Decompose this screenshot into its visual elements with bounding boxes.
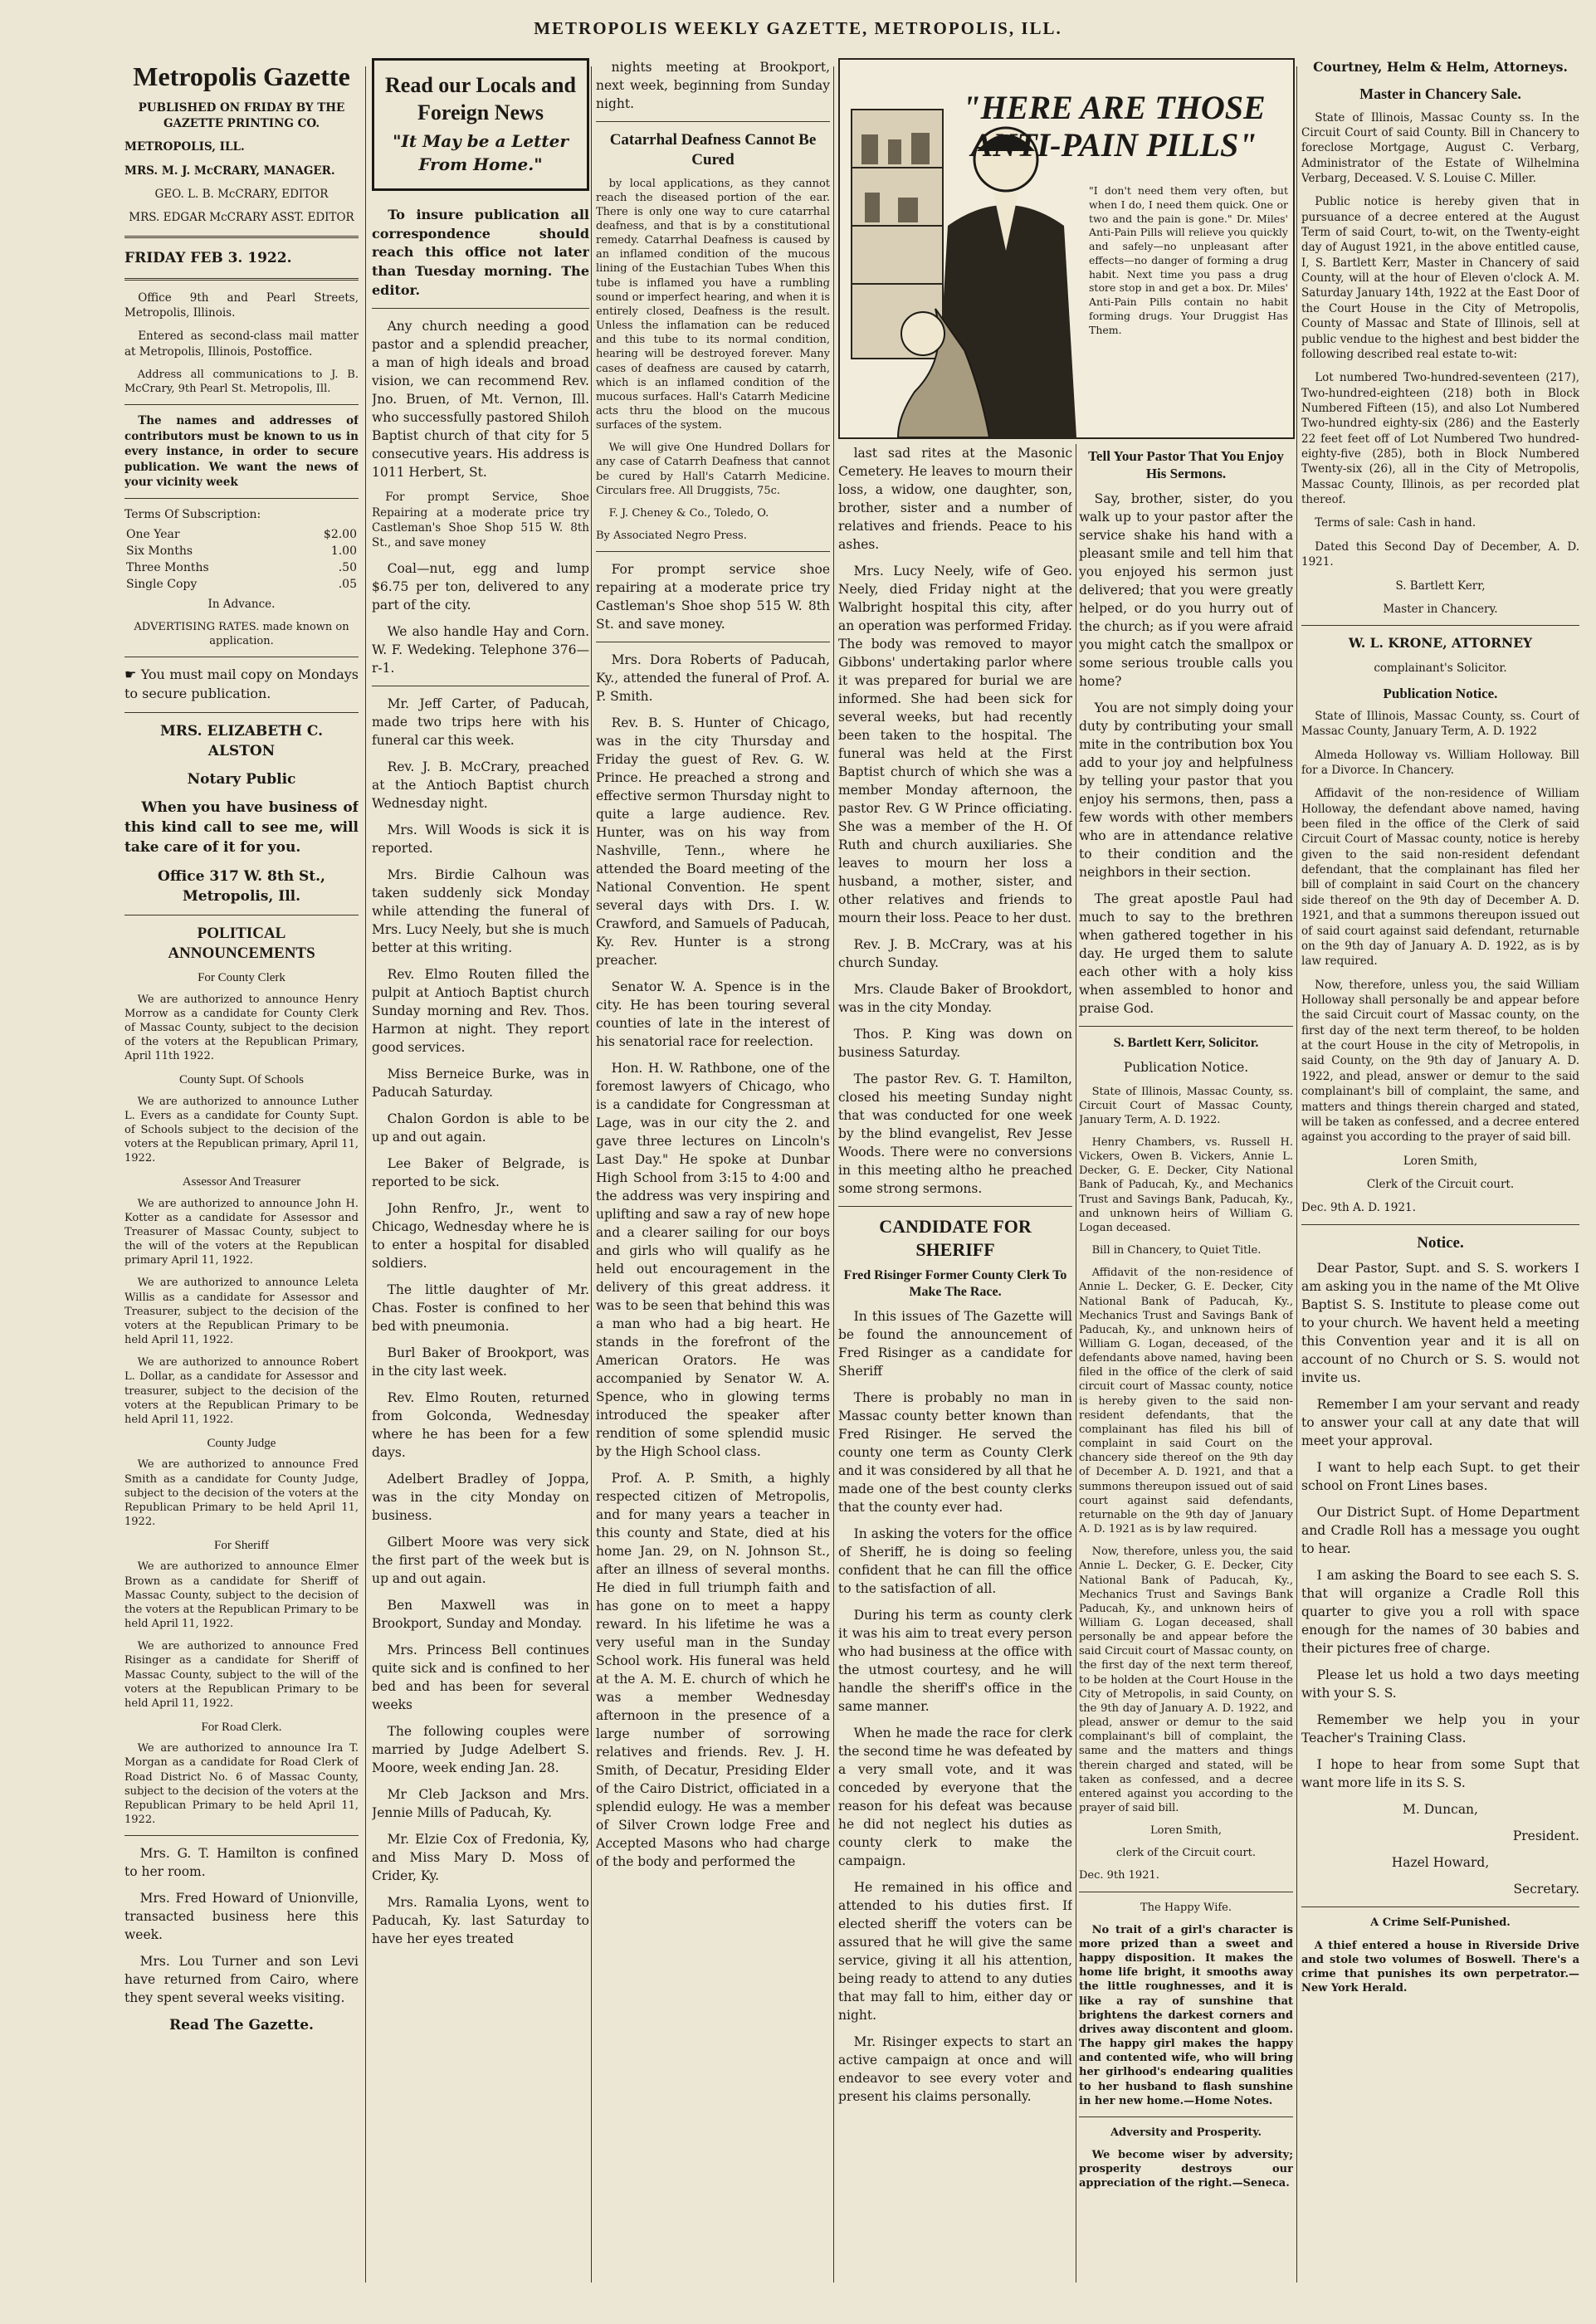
pointing-hand-icon: ☛ bbox=[124, 666, 141, 683]
announcement-text: We are authorized to announce Elmer Brown as a candidate for Sheriff of Massac County, subject to the decision of the voters at the Republican Primary to be held April 11, 1922. bbox=[124, 1560, 359, 1631]
local-item: For prompt Service, Shoe Repairing at a moderate price try Castleman's Shoe Shop 515 W. 8th St., and save money bbox=[372, 491, 589, 550]
article-paragraph: During his term as county clerk it was his aim to treat every person who had business at the office with the utmost courtesy, and he will handle the sheriff's office in the same manner. bbox=[838, 1608, 1072, 1714]
local-item: Rev. J. B. McCrary, preached at the Antioch Baptist church Wednesday night. bbox=[372, 759, 589, 811]
terms-row bbox=[124, 577, 359, 593]
column-1 bbox=[124, 58, 359, 2291]
local-item: Chalon Gordon is able to be up and out again. bbox=[372, 1111, 589, 1145]
terms-label: One Year bbox=[126, 528, 180, 542]
publisher-line: PUBLISHED ON FRIDAY BY THE GAZETTE PRINTING CO. bbox=[138, 101, 345, 130]
announcement-heading: For Sheriff bbox=[214, 1539, 269, 1553]
legal-notice-text: State of Illinois, Massac County ss. In the Circuit Court of said County. Bill in Chancery to foreclose Mortgage, August C. Verbarg, Administrator of the Estate of Wilhelmina Verbarg, Deceased. V. S. Louise C. Miller. bbox=[1301, 110, 1579, 185]
divider bbox=[124, 712, 359, 713]
legal-notice-text: Dated this Second Day of December, A. D. 1921. bbox=[1301, 540, 1579, 569]
legal-notice-text: State of Illinois, Massac County, ss. Circuit Court of Massac County, January Term, A. D. 1922. bbox=[1079, 1085, 1293, 1126]
announcement-heading: For County Clerk bbox=[198, 971, 286, 985]
local-item: Senator W. A. Spence is in the city. He has been touring several counties of late in the interest of his senatorial race for reelection. bbox=[596, 979, 830, 1050]
notice-date: Dec. 9th 1921. bbox=[1079, 1869, 1159, 1882]
local-item: Mrs. Birdie Calhoun was taken suddenly sick Monday while attending the funeral of Mrs. Lucy Neely, but she is much better at this writing. bbox=[372, 867, 589, 955]
local-item: Prof. A. P. Smith, a highly respected citizen of Metropolis, and for many years a teacher in this county and State, died at his home Jan. 29, on N. Johnson St., after an illness of several months. He died in full triumph faith and has gone on to meet a happy reward. In his lifetime he was a very useful man in the Sunday School work. His funeral was held at the A. M. E. church of which he was a member Wednesday afternoon in the presence of a large number of sorrowing relatives and friends. Rev. J. H. Smith, of Decatur, Presiding Elder of the Cairo District, officiated in a splendid eulogy. He was a member of Silver Crown lodge Free and Accepted Masons who had charge of the body and performed the bbox=[596, 1471, 830, 1870]
local-item: Any church needing a good pastor and a splendid preacher, a man of high ideals and broad vision, we can recommend Rev. Jno. Bruen, of Mt. Vernon, Ill. who successfully pastored Shiloh Baptist church of that city for 5 consecutive years. His address is 1011 Herbert, St. bbox=[372, 319, 589, 481]
local-item: Miss Berneice Burke, was in Paducah Saturday. bbox=[372, 1066, 589, 1100]
local-item: Mr. Elzie Cox of Fredonia, Ky, and Miss Mary D. Moss of Crider, Ky. bbox=[372, 1831, 589, 1883]
notice-signature: Loren Smith, bbox=[1403, 1154, 1478, 1168]
notice-signature-title: Clerk of the Circuit court. bbox=[1366, 1177, 1515, 1191]
deafness-ad-offer: We will give One Hundred Dollars for any case of Catarrh Deafness that cannot be cured by Hall's Catarrh Medicine. Circulars free. All Druggists, 75c. bbox=[596, 442, 830, 497]
locals-ad-box bbox=[372, 58, 589, 191]
notice-signature-title: clerk of the Circuit court. bbox=[1115, 1847, 1257, 1860]
notice-paragraph: Remember I am your servant and ready to answer your call at any date that will meet your approval. bbox=[1301, 1397, 1579, 1449]
running-masthead: METROPOLIS WEEKLY GAZETTE, METROPOLIS, ILL. bbox=[534, 18, 1062, 38]
pills-ad-text: "I don't need them very often, but when I do, I need them quick. One or two and the pain is gone." Dr. Miles' Anti-Pain Pills will relieve you quickly and safely—no unpleasant after effects—no danger of forming a drug habit. Next time you pass a drug store stop in and get a box. Dr. Miles' Anti-Pain Pills contain no habit forming drugs. Your Druggist Has Them. bbox=[1089, 184, 1288, 336]
legal-notice-text: Henry Chambers, vs. Russell H. Vickers, Owen B. Vickers, Annie L. Decker, G. E. Decker, City National Bank of Paducah, Ky., and Mechanics Trust and Savings Bank, Paducah, Ky., and unknown heirs of William G. Logan deceased. bbox=[1079, 1135, 1293, 1234]
legal-notice-text: Affidavit of the non-residence of William Holloway, the defendant above named, having been filed in the office of the Clerk of said Circuit Court of Massac county, notice is hereby given to the said non-resident defendant defendant, that the complainant has filed her bill of complaint in said Court on the chancery side thereof on the 9th day of December A. D. 1921, and that a summons thereupon issued out of said court against said defendant, returnable on the 9th day of January A. D. 1922, as is by law required. bbox=[1301, 787, 1579, 969]
divider bbox=[124, 236, 359, 238]
terms-value: .05 bbox=[338, 577, 357, 591]
column-3 bbox=[596, 58, 830, 2291]
notice-date: Dec. 9th A. D. 1921. bbox=[1301, 1201, 1416, 1215]
announcement-heading: For Road Clerk. bbox=[201, 1720, 282, 1734]
alston-name: MRS. ELIZABETH C. ALSTON bbox=[159, 722, 324, 759]
column-rule bbox=[591, 66, 592, 2282]
terms-value: .50 bbox=[338, 560, 357, 574]
local-item: Mrs. Dora Roberts of Paducah, Ky., attended the funeral of Prof. A. P. Smith. bbox=[596, 652, 830, 705]
article-paragraph: When he made the race for clerk the second time he was defeated by a very small vote, and it was conceded by everyone that the reason for his defeat was because he did not neglect his duties as county clerk to make the campaign. bbox=[838, 1726, 1072, 1868]
local-item: Burl Baker of Brookport, was in the city last week. bbox=[372, 1345, 589, 1379]
notice-paragraph: I hope to hear from some Supt that want more life in its S. S. bbox=[1301, 1757, 1579, 1791]
local-item: Mrs. Will Woods is sick it is reported. bbox=[372, 822, 589, 856]
divider bbox=[124, 404, 359, 405]
kerr-publication-heading: Publication Notice. bbox=[1123, 1059, 1249, 1075]
divider bbox=[124, 1835, 359, 1836]
sheriff-subheadline: Fred Risinger Former County Clerk To Make The Race. bbox=[843, 1268, 1067, 1299]
deafness-ad-signature: F. J. Cheney & Co., Toledo, O. bbox=[608, 506, 769, 520]
column-2 bbox=[372, 58, 589, 2291]
announcement-text: We are authorized to announce Henry Morrow as a candidate for County Clerk of Massac County, subject to the decision of the voters at the Republican Primary, April 11th 1922. bbox=[124, 993, 359, 1063]
article-paragraph: Say, brother, sister, do you walk up to your pastor after the service shake his hand with a pleasant smile and tell him that you enjoyed his sermon just delivered; that you were greatly helped, or do you hurry out of the church; as if you were afraid you might catch the smallpox or some serious trouble calls you home? bbox=[1079, 491, 1293, 689]
local-item: Rev. Elmo Routen filled the pulpit at Antioch Baptist church Sunday morning and Rev. Thos. Harmon at night. They report good services. bbox=[372, 966, 589, 1055]
notice-signature-title: Master in Chancery. bbox=[1383, 602, 1498, 616]
article-paragraph: There is probably no man in Massac county better known than Fred Risinger. He served the county one term as County Clerk and it was considered by all that he made one of the best county clerks that the county ever had. bbox=[838, 1390, 1072, 1515]
advertising-rates: ADVERTISING RATES. made known on application. bbox=[134, 621, 349, 648]
column-4 bbox=[838, 444, 1072, 2287]
legal-notice-text: Now, therefore, unless you, the said William Holloway shall personally be and appear before the said Circuit court of Massac county, on the first day of the next term thereof, to be holden at the court House in the city of Metropolis, in said County, on the 9th day of January A. D. 1922, and plead, answer or demur to the said complainant's bill of complaint, the same, and matters and things therein charged and stated, will be taken as confessed, and a decree entered against you according to the prayer of said bill. bbox=[1301, 978, 1579, 1145]
article-paragraph: You are not simply doing your duty by contributing your small mite in the contribution box You add to your joy and helpfulness by telling your pastor that you enjoy his sermons, then, pass a few words with other members who are in attendance relative to their condition and the neighbors in their section. bbox=[1079, 700, 1293, 880]
legal-notice-text: State of Illinois, Massac County, ss. Court of Massac County, January Term, A. D. 1922 bbox=[1301, 709, 1579, 739]
local-item: Mrs. Claude Baker of Brookdort, was in the city Monday. bbox=[838, 982, 1072, 1015]
filler-heading: Adversity and Prosperity. bbox=[1110, 2126, 1262, 2139]
notice-paragraph: I am asking the Board to see each S. S. that will organize a Cradle Roll this quarter to give you a roll with space enough for the names of 30 babies and their pictures free of charge. bbox=[1301, 1568, 1579, 1657]
notice-paragraph: Please let us hold a two days meeting with your S. S. bbox=[1301, 1667, 1579, 1702]
local-item: Adelbert Bradley of Joppa, was in the city Monday on business. bbox=[372, 1471, 589, 1523]
paper-name: Metropolis Gazette bbox=[133, 61, 350, 91]
master-sale-heading: Master in Chancery Sale. bbox=[1359, 85, 1521, 102]
terms-label: Single Copy bbox=[126, 577, 198, 591]
local-item: last sad rites at the Masonic Cemetery. He leaves to mourn their loss, a widow, one daughter, son, brother, sister and a number of relatives and friends. Peace to his ashes. bbox=[838, 446, 1072, 552]
subscription-terms-table bbox=[124, 527, 359, 593]
local-item: The following couples were married by Judge Adelbert S. Moore, week ending Jan. 28. bbox=[372, 1723, 589, 1775]
divider bbox=[1301, 625, 1579, 626]
terms-label: Three Months bbox=[126, 560, 209, 574]
krone-subtitle: complainant's Solicitor. bbox=[1374, 662, 1507, 676]
local-item: The pastor Rev. G. T. Hamilton, closed his meeting Sunday night that was conducted for one week by the blind evangelist, Rev Jesse Woods. There were no conversions in this meeting altho he preached some strong sermons. bbox=[838, 1072, 1072, 1196]
divider bbox=[372, 308, 589, 309]
local-item: We also handle Hay and Corn. W. F. Wedeking. Telephone 376—r-1. bbox=[372, 623, 589, 676]
announcement-heading: County Supt. Of Schools bbox=[178, 1073, 304, 1087]
pastor-headline: Tell Your Pastor That You Enjoy His Sermons. bbox=[1088, 448, 1284, 482]
kerr-solicitor-heading: S. Bartlett Kerr, Solicitor. bbox=[1113, 1035, 1259, 1050]
locals-ad-tagline: "It May be a Letter From Home." bbox=[393, 131, 569, 175]
article-paragraph: He remained in his office and attended to his duties first. If elected sheriff the voters can be assured that he will give the same service, giving it all his attention, being ready to attend to any duties that may fall to him, either day or night. bbox=[838, 1880, 1072, 2023]
notice-signature: Loren Smith, bbox=[1150, 1824, 1222, 1838]
divider bbox=[1301, 1224, 1579, 1225]
krone-attorney: W. L. KRONE, ATTORNEY bbox=[1348, 635, 1533, 652]
announcement-text: We are authorized to announce Leleta Willis as a candidate for Assessor and Treasurer, subject to the decision of the voters at the Republican Primary to be held April 11, 1922. bbox=[124, 1277, 359, 1347]
legal-notice-text: Almeda Holloway vs. William Holloway. Bill for a Divorce. In Chancery. bbox=[1301, 748, 1579, 777]
local-item: Ben Maxwell was in Brookport, Sunday and Monday. bbox=[372, 1597, 589, 1631]
insure-notice: To insure publication all correspondence should reach this office not later than Tuesday morning. The editor. bbox=[372, 206, 589, 298]
announcement-text: We are authorized to announce Fred Smith as a candidate for County Judge, subject to the decision of the voters at the Republican Primary to be held April 11, 1922. bbox=[124, 1458, 359, 1528]
divider bbox=[596, 121, 830, 122]
alston-text: When you have business of this kind call to see me, will take care of it for you. bbox=[124, 799, 359, 857]
local-item: Hon. H. W. Rathbone, one of the foremost lawyers of Chicago, who is a candidate for Congressman at Lage, was in our city the 2. and gave three lectures on Lincoln's Last Day." He spoke at Dunbar High School from 3:15 to 4:00 and the address was very inspiring and uplifting and saw a ray of new hope and a clearer sailing for our boys and girls who will qualify as he held out encouragement in the delivery of this great address. it was to be seen that behind this was a man who had a big heart. He stands in the forefront of the American Orators. He was accompanied by Senator W. A. Spence, who in glowing terms introduced the speaker after rendition of some splendid music by the High School class. bbox=[596, 1061, 830, 1460]
divider bbox=[1079, 1026, 1293, 1027]
notice-signature-title: President. bbox=[1512, 1828, 1579, 1844]
local-item: Mr. Jeff Carter, of Paducah, made two trips here with his funeral car this week. bbox=[372, 696, 589, 748]
legal-notice-text: Affidavit of the non-residence of Annie L. Decker, G. E. Decker, City National Bank of Paducah, Ky., Mechanics Trust and Savings Bank of Paducah, Ky., and unknown heirs of William G. Logan, deceased, of the defendants above named, having been filed in the office of the clerk of said circuit court of Massac county, notice is hereby given to the said non-resident defendants, that the complainant has filed his bill of complaint in said Court on the chancery side thereof on the 9th day of December A. D. 1921, and that a summons thereupon issued out of said court against said defendants, returnable on the 9th day of January A. D. 1921 as is by law required. bbox=[1079, 1267, 1293, 1536]
column-5 bbox=[1301, 58, 1579, 2291]
terms-title: Terms Of Subscription: bbox=[124, 508, 261, 522]
publication-notice-heading: Publication Notice. bbox=[1383, 685, 1498, 701]
legal-notice-text: Terms of sale: Cash in hand. bbox=[1315, 516, 1476, 530]
terms-row bbox=[124, 560, 359, 577]
notice-paragraph: I want to help each Supt. to get their school on Front Lines bases. bbox=[1301, 1460, 1579, 1494]
announcement-text: We are authorized to announce Fred Risinger as a candidate for Sheriff of Massac County, subject to the will of the voters at the Republican Primary to be held April 11, 1922. bbox=[124, 1640, 359, 1710]
local-item: Rev. Elmo Routen, returned from Golconda, Wednesday where he has been for a few days. bbox=[372, 1389, 589, 1460]
terms-row bbox=[124, 544, 359, 560]
address-notice: Address all communications to J. B. McCrary, 9th Pearl St. Metropolis, Ill. bbox=[124, 369, 359, 396]
notice-heading: Notice. bbox=[1417, 1233, 1464, 1252]
column-4b bbox=[1079, 444, 1293, 2287]
article-paragraph: In asking the voters for the office of Sheriff, he is doing so feeling confident that he can fill the office to the satisfaction of all. bbox=[838, 1526, 1072, 1596]
read-gazette: Read The Gazette. bbox=[169, 2017, 314, 2034]
local-item: Mrs. Lucy Neely, wife of Geo. Neely, died Friday night at the Walbright hospital this city, after an operation was performed Friday. The body was removed to mayor Gibbons' undertaking parlor where it was prepared for burial we are informed. She had been sick for several weeks, but had recently been taken to the hospital. The funeral was held at the First Baptist church of which she was a member Monday afternoon, the pastor Rev. G W Prince officiating. She was a member of the H. Of Ruth and church auxiliaries. She leaves to mourn her loss a husband, a mother, sister, and other relatives and friends to mourn their loss. Peace to her dust. bbox=[838, 564, 1072, 925]
deafness-ad-text: by local applications, as they cannot reach the diseased portion of the ear. There is only one way to cure catarrhal deafness, and that is by a constitutional remedy. Catarrhal Deafness is caused by an inflamed condition of the mucous lining of the Eustachian Tubes When this tube is inflamed you have a rumbling sound or imperfect hearing, and when it is entirely closed, Deafness is the result. Unless the inflamation can be reduced and this tube to its normal condition, hearing will be destroyed forever. Many cases of deafness are caused by catarrh, which is an inflamed condition of the mucous surfaces. Hall's Catarrh Medicine acts thru the blood on the mucous surfaces of the system. bbox=[596, 177, 830, 432]
filler-heading: A Crime Self-Punished. bbox=[1370, 1916, 1511, 1930]
terms-value: 1.00 bbox=[330, 544, 357, 559]
terms-label: Six Months bbox=[126, 544, 193, 559]
contributors-notice: The names and addresses of contributors must be known to us in every instance, in order to secure publication. We want the news of your vicinity week bbox=[124, 414, 359, 489]
local-item: The little daughter of Mr. Chas. Foster is confined to her bed with pneumonia. bbox=[372, 1282, 589, 1334]
announcement-text: We are authorized to announce John H. Kotter as a candidate for Assessor and Treasurer of Massac County, subject to the will of the voters at the Republican primary April 11, 1922. bbox=[124, 1197, 359, 1267]
filler-text: No trait of a girl's character is more prized than a sweet and happy disposition. It makes the home life bright, it smooths away the little roughnesses, and it is like a ray of sunshine that brightens the darkest corners and drives away discontent and gloom. The happy girl makes the happy and contented wife, who will bring her girlhood's endearing qualities to her husband to flash sunshine in her new home.—Home Notes. bbox=[1079, 1923, 1293, 2107]
attorneys-line: Courtney, Helm & Helm, Attorneys. bbox=[1313, 59, 1568, 75]
divider bbox=[124, 498, 359, 499]
anti-pain-pills-ad bbox=[838, 58, 1295, 439]
local-item: nights meeting at Brookport, next week, beginning from Sunday night. bbox=[596, 60, 830, 111]
in-advance: In Advance. bbox=[207, 597, 276, 611]
city-line: METROPOLIS, ILL. bbox=[124, 140, 245, 154]
sheriff-headline: CANDIDATE FOR SHERIFF bbox=[879, 1216, 1032, 1260]
divider bbox=[1079, 2116, 1293, 2117]
local-item: Mrs. Lou Turner and son Levi have returned from Cairo, where they spent several weeks visiting. bbox=[124, 1954, 359, 2006]
manager-line: MRS. M. J. McCRARY, MANAGER. bbox=[124, 164, 335, 178]
local-item: Gilbert Moore was very sick the first part of the week but is up and out again. bbox=[372, 1534, 589, 1586]
divider bbox=[124, 278, 359, 281]
asst-editor-line: MRS. EDGAR McCRARY ASST. EDITOR bbox=[129, 211, 354, 225]
filler-heading: The Happy Wife. bbox=[1140, 1901, 1232, 1914]
legal-notice-text: Bill in Chancery, to Quiet Title. bbox=[1091, 1244, 1262, 1257]
terms-value: $2.00 bbox=[323, 528, 357, 542]
local-item: Rev. B. S. Hunter of Chicago, was in the city Thursday and Friday the guest of Rev. G. W. Prince. He preached a strong and effective sermon Thursday night to quite a large audience. Rev. Hunter, was on his way from Nashville, Tenn., where he attended the Board meeting of the National Convention. He spent several days with Drs. I. W. Crawford, and Samuels of Paducah, Ky. Rev. Hunter is a strong preacher. bbox=[596, 715, 830, 969]
terms-row bbox=[124, 527, 359, 544]
shoe-repair-ad: For prompt service shoe repairing at a moderate price try Castleman's Shoe shop 515 W. 8th St. and save money. bbox=[596, 562, 830, 632]
legal-notice-text: Lot numbered Two-hundred-seventeen (217), Two-hundred-eighteen (218) both in Block Numbered Fifteen (15), and also Lot Numbered Two-hundred eighty-six (286) and the Easterly 22 feet feet off of Lot Numbered Two hundred-eighty-five (285), both in Block Numbered Twenty-six (26), all in the City of Metropolis, Massac County, Illinois, as per recorded plat thereof. bbox=[1301, 371, 1579, 507]
alston-title: Notary Public bbox=[187, 771, 296, 788]
local-item: Mrs. Princess Bell continues quite sick and is confined to her bed and has been for several weeks bbox=[372, 1642, 589, 1712]
issue-date: FRIDAY FEB 3. 1922. bbox=[124, 249, 292, 266]
article-paragraph: The great apostle Paul had much to say to the brethren when gathered together in his day. He urged them to salute each other with a holy kiss when assembled to honor and praise God. bbox=[1079, 891, 1293, 1016]
article-paragraph: In this issues of The Gazette will be found the announcement of Fred Risinger as a candidate for Sheriff bbox=[838, 1309, 1072, 1379]
political-announcements-title: POLITICAL ANNOUNCEMENTS bbox=[168, 924, 315, 962]
column-rule bbox=[1296, 66, 1297, 2282]
notice-signature: Hazel Howard, bbox=[1391, 1855, 1490, 1871]
mail-copy-text: You must mail copy on Mondays to secure publication. bbox=[124, 666, 359, 702]
announcement-text: We are authorized to announce Robert L. Dollar, as a candidate for Assessor and treasurer, subject to the decision of the voters at the Republican Primary to be held April 11, 1922. bbox=[124, 1356, 359, 1426]
notice-signature: S. Bartlett Kerr, bbox=[1395, 579, 1486, 593]
legal-notice-text: Public notice is hereby given that in pursuance of a decree entered at the August Term of said Court, to-wit, on the Twenty-eight day of August 1921, in the above entitled cause, I, S. Bartlett Kerr, Master in Chancery of said County, will at the hour of Eleven o'clock A. M. Saturday January 14th, 1922 at the East Door of the Court House in the City of Metropolis, County of Massac and State of Illinois, sell at public vendue to the highest and best bidder the following described real estate to-wit: bbox=[1301, 195, 1579, 361]
local-item: Mrs. Fred Howard of Unionville, transacted business here this week. bbox=[124, 1891, 359, 1943]
notice-signature-title: Secretary. bbox=[1513, 1882, 1579, 1897]
announcement-heading: County Judge bbox=[207, 1437, 276, 1451]
notice-paragraph: Our District Supt. of Home Department and Cradle Roll has a message you ought to hear. bbox=[1301, 1505, 1579, 1557]
local-item: Thos. P. King was down on business Saturday. bbox=[838, 1027, 1072, 1060]
article-paragraph: Mr. Risinger expects to start an active campaign at once and will endeavor to see every voter and present his claims personally. bbox=[838, 2034, 1072, 2104]
announcement-text: We are authorized to announce Luther L. Evers as a candidate for County Supt. of Schools subject to the decision of the voters at the Republican primary, April 11, 1922. bbox=[124, 1095, 359, 1165]
entered-notice: Entered as second-class mail matter at Metropolis, Illinois, Postoffice. bbox=[124, 330, 359, 359]
announcement-text: We are authorized to announce Ira T. Morgan as a candidate for Road Clerk of Road District No. 6 of Massac County, subject to the decision of the voters at the Republican Primary to be held April 11, 1922. bbox=[124, 1742, 359, 1827]
divider bbox=[596, 551, 830, 552]
divider bbox=[838, 1206, 1072, 1207]
filler-text: A thief entered a house in Riverside Drive and stole two volumes of Boswell. There's a crime that punishes its own perpetrator.—New York Herald. bbox=[1301, 1939, 1579, 1995]
local-item: Lee Baker of Belgrade, is reported to be sick. bbox=[372, 1155, 589, 1189]
alston-office: Office 317 W. 8th St., Metropolis, Ill. bbox=[158, 867, 325, 905]
mail-copy-notice bbox=[124, 666, 359, 703]
deafness-ad-headline: Catarrhal Deafness Cannot Be Cured bbox=[609, 131, 817, 168]
legal-notice-text: Now, therefore, unless you, the said Annie L. Decker, G. E. Decker, City National Bank of Paducah, Ky., Mechanics Trust and Savings Bank Paducah, Ky., and unknown heirs of William G. Logan deceased, shall personally be and appear before the said Circuit court of Massac county, on the first day of the next term thereof, to be holden at the Court House in the City of Metropolis, in said County, on the 9th day of January A. D. 1922, and plead, answer or demur to the said complainant's bill of complaint, the same and the matters and things therein charged and stated, will be taken as confessed, and a decree entered against you according to the prayer of said bill. bbox=[1079, 1545, 1293, 1814]
editor-line: GEO. L. B. McCRARY, EDITOR bbox=[154, 187, 329, 201]
notice-signature: M. Duncan, bbox=[1403, 1802, 1478, 1818]
local-item: Mrs. Ramalia Lyons, went to Paducah, Ky. last Saturday to have her eyes treated bbox=[372, 1894, 589, 1946]
local-item: Coal—nut, egg and lump $6.75 per ton, delivered to any part of the city. bbox=[372, 560, 589, 613]
column-rule bbox=[833, 66, 834, 2282]
local-item: Mr Cleb Jackson and Mrs. Jennie Mills of Paducah, Ky. bbox=[372, 1786, 589, 1820]
pills-ad-headline: "HERE ARE THOSE ANTI-PAIN PILLS" bbox=[962, 89, 1266, 164]
local-item: John Renfro, Jr., went to Chicago, Wednesday where he is to enter a hospital for disabled soldiers. bbox=[372, 1200, 589, 1271]
press-credit: By Associated Negro Press. bbox=[596, 530, 747, 543]
local-item: Mrs. G. T. Hamilton is confined to her room. bbox=[124, 1846, 359, 1880]
column-rule bbox=[365, 66, 366, 2282]
locals-ad-headline: Read our Locals and Foreign News bbox=[385, 73, 576, 124]
notice-paragraph: Remember we help you in your Teacher's Training Class. bbox=[1301, 1712, 1579, 1746]
filler-text: We become wiser by adversity; prosperity destroys our appreciation of the right.—Seneca. bbox=[1079, 2148, 1293, 2190]
notice-paragraph: Dear Pastor, Supt. and S. S. workers I am asking you in the name of the Mt Olive Baptist S. S. Institute to please come out to your church. We havent held a meeting this Convention year and it is all on account of no Church or S. S. would not invite us. bbox=[1301, 1261, 1579, 1386]
announcement-heading: Assessor And Treasurer bbox=[182, 1175, 301, 1189]
local-item: Rev. J. B. McCrary, was at his church Sunday. bbox=[838, 937, 1072, 970]
office-address: Office 9th and Pearl Streets, Metropolis, Illinois. bbox=[124, 290, 359, 320]
